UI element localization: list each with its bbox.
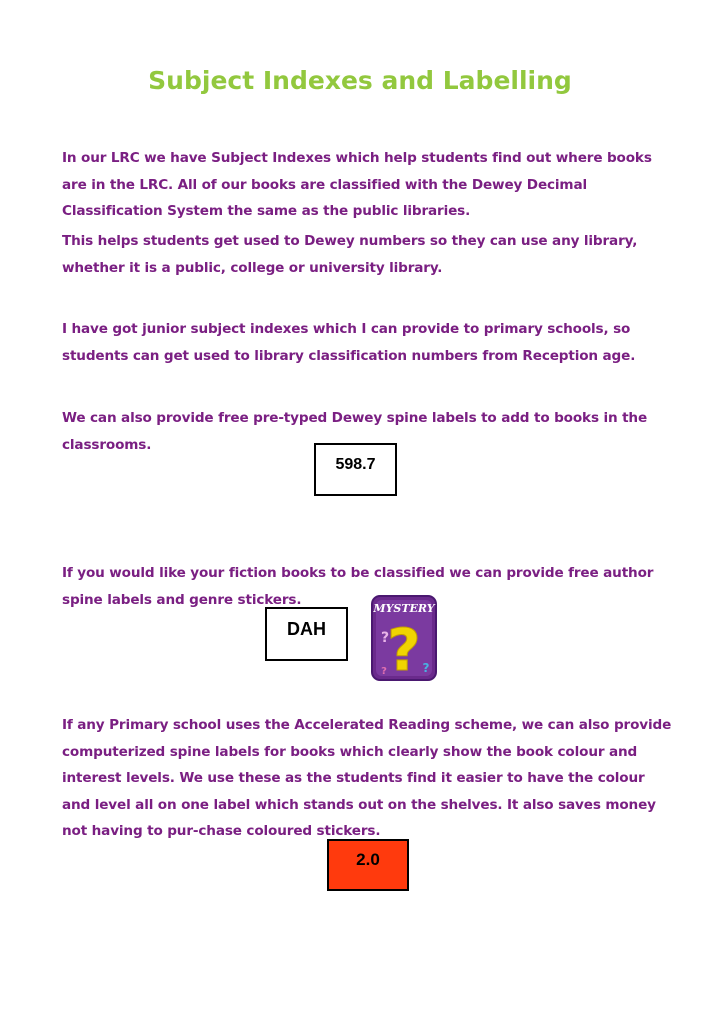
author-spine-label: DAH xyxy=(265,607,348,661)
accelerated-reading-label: 2.0 xyxy=(327,839,409,891)
svg-text:?: ? xyxy=(422,661,430,675)
paragraph-fiction-labels: If you would like your fiction books to be classified we can provide free author spine labels and genre stickers. xyxy=(62,565,654,608)
paragraph-accelerated-reading: If any Primary school uses the Accelerated Reading scheme, we can also provide computerized spine labels for books which clearly show the book colour and interest levels. We use these as the students find it easier to have the colour and level all on one label which stands out on the shelves. It also saves money not having to pur-chase coloured stickers. xyxy=(62,717,672,839)
mystery-genre-sticker-icon xyxy=(370,594,438,682)
paragraph-dewey-spine-labels: We can also provide free pre-typed Dewey spine labels to add to books in the classrooms. xyxy=(62,410,648,453)
svg-text:?: ? xyxy=(380,630,390,646)
paragraph-junior-indexes: I have got junior subject indexes which I can provide to primary schools, so students can get used to library classification numbers from Reception age. xyxy=(62,321,636,364)
svg-text:?: ? xyxy=(381,666,387,677)
paragraph-dewey-numbers: This helps students get used to Dewey numbers so they can use any library, whether it is a public, college or university library. xyxy=(62,233,638,276)
sticker-label: MYSTERY xyxy=(373,602,435,615)
svg-text:?: ? xyxy=(387,616,421,682)
paragraph-subject-indexes: In our LRC we have Subject Indexes which help students find out where books are in the LRC. All of our books are classified with the Dewey Decimal Classification System the same as the public libraries. xyxy=(62,150,652,219)
page-title: Subject Indexes and Labelling xyxy=(148,66,572,95)
dewey-spine-label: 598.7 xyxy=(314,443,397,496)
